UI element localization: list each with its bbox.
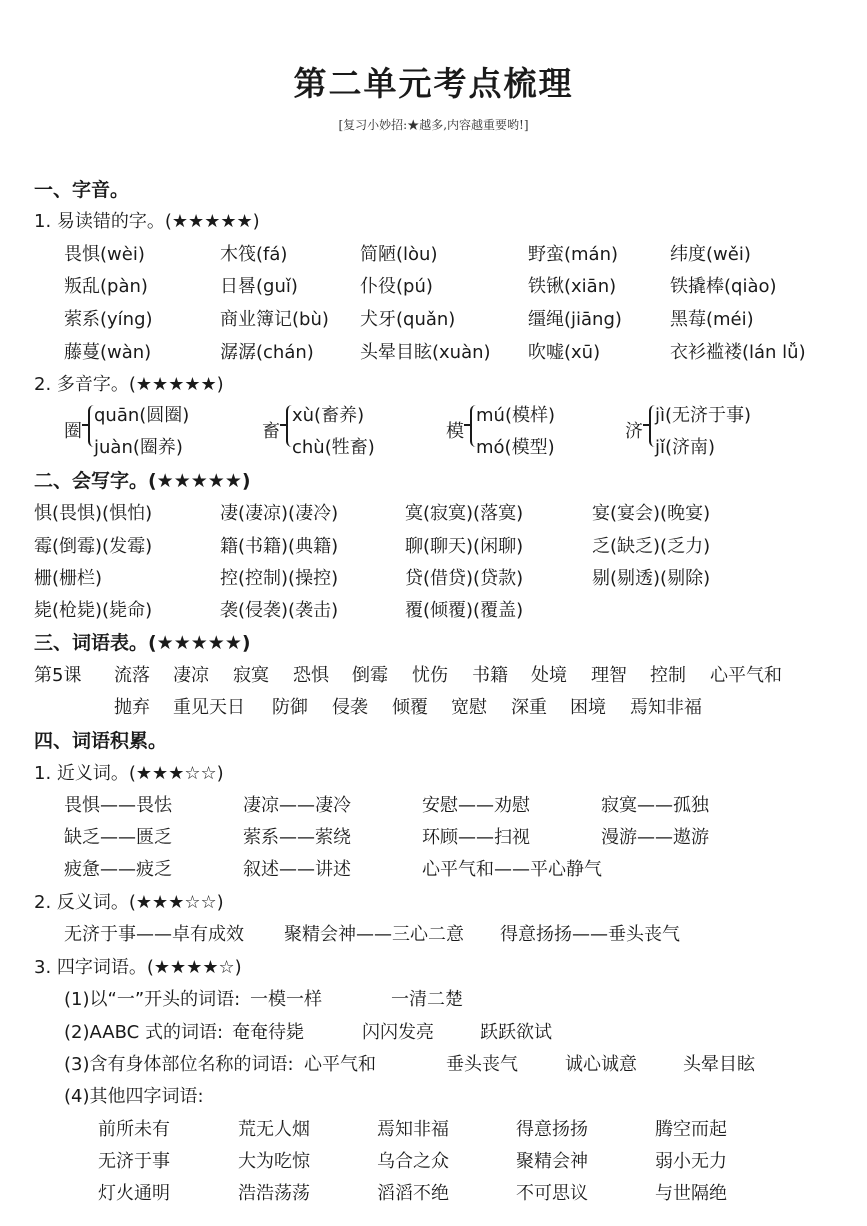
s4-q3-label: 3. 四字词语。(★★★★☆) xyxy=(34,957,242,978)
p2-label: (2)AABC 式的词语: xyxy=(64,1022,224,1043)
vocab-word: 防御 xyxy=(272,697,308,718)
idiom-item: 焉知非福 xyxy=(377,1119,449,1140)
writing-char-item: 霉(倒霉)(发霉) xyxy=(34,536,153,557)
vocab-word: 心平气和 xyxy=(710,665,782,686)
polyphone-reading: xù(畜养) xyxy=(292,405,365,426)
synonym-pair: 畏惧——畏怯 xyxy=(64,795,172,816)
idiom-item: 垂头丧气 xyxy=(446,1054,518,1075)
lesson-label: 第5课 xyxy=(34,665,82,686)
vocab-word: 控制 xyxy=(650,665,686,686)
polyphone-reading: quān(圆圈) xyxy=(94,405,190,426)
pronunciation-item: 吹嘘(xū) xyxy=(528,342,601,363)
vocab-word: 焉知非福 xyxy=(630,697,702,718)
vocab-word: 处境 xyxy=(531,665,567,686)
polyphone-reading: chù(牲畜) xyxy=(292,437,375,458)
polyphone-char: 模 xyxy=(446,421,464,442)
p4-label: (4)其他四字词语: xyxy=(64,1086,204,1107)
idiom-item: 灯火通明 xyxy=(98,1183,170,1204)
polyphone-reading: mú(模样) xyxy=(476,405,555,426)
idiom-item: 一模一样 xyxy=(250,989,322,1010)
writing-char-item: 贷(借贷)(贷款) xyxy=(405,568,524,589)
writing-char-item: 剔(剔透)(剔除) xyxy=(592,568,711,589)
idiom-item: 大为吃惊 xyxy=(238,1151,310,1172)
writing-char-item: 凄(凄凉)(凄冷) xyxy=(220,503,339,524)
idiom-item: 弱小无力 xyxy=(655,1151,727,1172)
idiom-item: 闪闪发亮 xyxy=(362,1022,434,1043)
synonym-pair: 凄凉——凄冷 xyxy=(243,795,351,816)
idiom-item: 奄奄待毙 xyxy=(232,1022,304,1043)
pronunciation-item: 黑莓(méi) xyxy=(670,309,754,330)
idiom-item: 心平气和 xyxy=(304,1054,376,1075)
polyphone-reading: jǐ(济南) xyxy=(655,437,716,458)
idiom-item: 荒无人烟 xyxy=(238,1119,310,1140)
s1-q2-label: 2. 多音字。(★★★★★) xyxy=(34,374,224,395)
vocab-word: 凄凉 xyxy=(173,665,209,686)
antonym-pair: 无济于事——卓有成效 xyxy=(64,924,244,945)
pronunciation-item: 野蛮(mán) xyxy=(528,244,619,265)
writing-char-item: 寞(寂寞)(落寞) xyxy=(405,503,524,524)
vocab-word: 倒霉 xyxy=(352,665,388,686)
s1-q1-label: 1. 易读错的字。(★★★★★) xyxy=(34,211,260,232)
section-4-heading: 四、词语积累。 xyxy=(34,730,168,752)
idiom-item: 诚心诚意 xyxy=(565,1054,637,1075)
synonym-pair: 寂寞——孤独 xyxy=(601,795,709,816)
page-subtitle: [复习小妙招:★越多,内容越重要哟!] xyxy=(338,118,529,132)
vocab-word: 寂寞 xyxy=(233,665,269,686)
synonym-pair: 疲惫——疲乏 xyxy=(64,859,172,880)
polyphone-char: 畜 xyxy=(262,421,280,442)
antonym-pair: 得意扬扬——垂头丧气 xyxy=(500,924,680,945)
writing-char-item: 聊(聊天)(闲聊) xyxy=(405,536,524,557)
pronunciation-item: 日晷(guǐ) xyxy=(220,276,298,297)
polyphone-char: 济 xyxy=(625,421,643,442)
idiom-item: 浩浩荡荡 xyxy=(238,1183,310,1204)
pronunciation-item: 铁锹(xiān) xyxy=(528,276,617,297)
writing-char-item: 毙(枪毙)(毙命) xyxy=(34,600,153,621)
vocab-word: 书籍 xyxy=(472,665,508,686)
polyphone-char: 圈 xyxy=(64,421,82,442)
idiom-item: 滔滔不绝 xyxy=(377,1183,449,1204)
pronunciation-item: 萦系(yíng) xyxy=(64,309,153,330)
polyphone-reading: mó(模型) xyxy=(476,437,555,458)
vocab-word: 抛弃 xyxy=(114,697,150,718)
idiom-item: 腾空而起 xyxy=(655,1119,727,1140)
synonym-pair: 环顾——扫视 xyxy=(422,827,530,848)
writing-char-item: 宴(宴会)(晚宴) xyxy=(592,503,711,524)
s4-q2-label: 2. 反义词。(★★★☆☆) xyxy=(34,892,224,913)
idiom-item: 聚精会神 xyxy=(516,1151,588,1172)
pronunciation-item: 简陋(lòu) xyxy=(360,244,438,265)
idiom-item: 头晕目眩 xyxy=(683,1054,755,1075)
pronunciation-item: 商业簿记(bù) xyxy=(220,309,329,330)
s4-q1-label: 1. 近义词。(★★★☆☆) xyxy=(34,763,224,784)
writing-char-item: 控(控制)(操控) xyxy=(220,568,339,589)
p1-label: (1)以“一”开头的词语: xyxy=(64,989,241,1010)
section-2-heading: 二、会写字。(★★★★★) xyxy=(34,470,251,492)
pronunciation-item: 藤蔓(wàn) xyxy=(64,342,152,363)
idiom-item: 一清二楚 xyxy=(391,989,463,1010)
idiom-item: 不可思议 xyxy=(516,1183,588,1204)
synonym-pair: 安慰——劝慰 xyxy=(422,795,530,816)
pronunciation-item: 铁撬棒(qiào) xyxy=(670,276,777,297)
vocab-word: 宽慰 xyxy=(451,697,487,718)
writing-char-item: 栅(栅栏) xyxy=(34,568,103,589)
idiom-item: 乌合之众 xyxy=(377,1151,449,1172)
vocab-word: 倾覆 xyxy=(392,697,428,718)
vocab-word: 忧伤 xyxy=(412,665,448,686)
vocab-word: 理智 xyxy=(591,665,627,686)
pronunciation-item: 缰绳(jiāng) xyxy=(528,309,622,330)
idiom-item: 跃跃欲试 xyxy=(480,1022,552,1043)
idiom-item: 得意扬扬 xyxy=(516,1119,588,1140)
pronunciation-item: 纬度(wěi) xyxy=(670,244,751,265)
writing-char-item: 袭(侵袭)(袭击) xyxy=(220,600,339,621)
vocab-word: 流落 xyxy=(114,665,150,686)
pronunciation-item: 仆役(pú) xyxy=(360,276,433,297)
vocab-word: 侵袭 xyxy=(332,697,368,718)
idiom-item: 与世隔绝 xyxy=(655,1183,727,1204)
synonym-pair: 漫游——遨游 xyxy=(601,827,709,848)
writing-char-item: 惧(畏惧)(惧怕) xyxy=(34,503,153,524)
pronunciation-item: 犬牙(quǎn) xyxy=(360,309,456,330)
pronunciation-item: 畏惧(wèi) xyxy=(64,244,145,265)
vocab-word: 深重 xyxy=(511,697,547,718)
polyphone-reading: juàn(圈养) xyxy=(94,437,183,458)
writing-char-item: 覆(倾覆)(覆盖) xyxy=(405,600,524,621)
synonym-pair: 缺乏——匮乏 xyxy=(64,827,172,848)
idiom-item: 无济于事 xyxy=(98,1151,170,1172)
vocab-word: 重见天日 xyxy=(173,697,245,718)
writing-char-item: 籍(书籍)(典籍) xyxy=(220,536,339,557)
pronunciation-item: 木筏(fá) xyxy=(220,244,288,265)
idiom-item: 前所未有 xyxy=(98,1119,170,1140)
vocab-word: 困境 xyxy=(570,697,606,718)
antonym-pair: 聚精会神——三心二意 xyxy=(284,924,464,945)
pronunciation-item: 潺潺(chán) xyxy=(220,342,314,363)
synonym-pair: 萦系——萦绕 xyxy=(243,827,351,848)
synonym-pair: 叙述——讲述 xyxy=(243,859,351,880)
vocab-word: 恐惧 xyxy=(293,665,329,686)
pronunciation-item: 头晕目眩(xuàn) xyxy=(360,342,491,363)
section-3-heading: 三、词语表。(★★★★★) xyxy=(34,632,251,654)
section-1-heading: 一、字音。 xyxy=(34,179,130,201)
pronunciation-item: 衣衫褴褛(lán lǚ) xyxy=(670,342,806,363)
p3-label: (3)含有身体部位名称的词语: xyxy=(64,1054,294,1075)
synonym-pair: 心平气和——平心静气 xyxy=(422,859,602,880)
page-title: 第二单元考点梳理 xyxy=(293,64,574,103)
polyphone-reading: jì(无济于事) xyxy=(655,405,752,426)
writing-char-item: 乏(缺乏)(乏力) xyxy=(592,536,711,557)
pronunciation-item: 叛乱(pàn) xyxy=(64,276,148,297)
